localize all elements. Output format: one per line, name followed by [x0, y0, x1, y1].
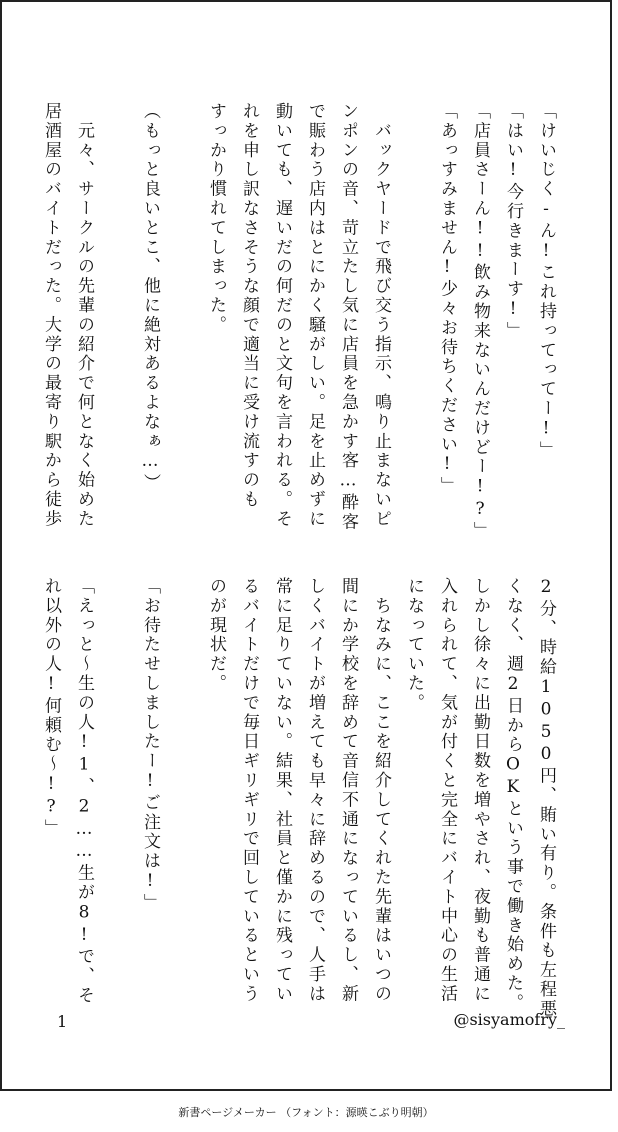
text-block-bottom: 2分、時給1050円、賄い有り。条件も左程悪 くなく、週2日からOKという事で働き始めた。 しかし徐々に出勤日数を増やされ、夜勤も普通に 入れられて、気が付くと完全にバイト中心の生活 になっていた。 ちなみに、ここを紹介してくれた先輩はいつの 間にか学校を辞めて音信不通になっているし、新 しくバイトが増えても早々に辞めるので、人手は 常に足りていない。結果、社員と僅かに残ってい るバイトだけで毎日ギリギリで回しているという のが現状だ。 「お待たせしましたー!ご注文は!」 「えっと〜生の人!1、2……生が8!で、そ れ以外の人!何頼む〜!?」	[41, 577, 556, 1019]
text-block-top: 「けいじく-ん!これ持ってってー!」 「はい!今行きまーす!」 「店員さーん!!飲み物来ないんだけどー!?」 「あっすみません!少々お待ちください!」 バックヤードで飛び交う指示、鳴り止まないピ ンポンの音、苛立たし気に店員を急かす客…酔客 で賑わう店内はとにかく騒がしい。足を止めずに 動いても、遅いだの何だのと文句を言われる。そ れを申し訳なさそうな顔で適当に受け流すのも すっかり慣れてしまった。 （もっと良いとこ、他に絶対あるよなぁ…） 元々、サークルの先輩の紹介で何となく始めた 居酒屋のバイトだった。大学の最寄り駅から徒歩	[41, 102, 556, 541]
page-number: 1	[57, 1012, 68, 1031]
author-handle: @sisyamofry_	[453, 1010, 565, 1029]
footer-credit: 新書ページメーカー （フォント：源暎こぶり明朝）	[178, 1106, 434, 1119]
